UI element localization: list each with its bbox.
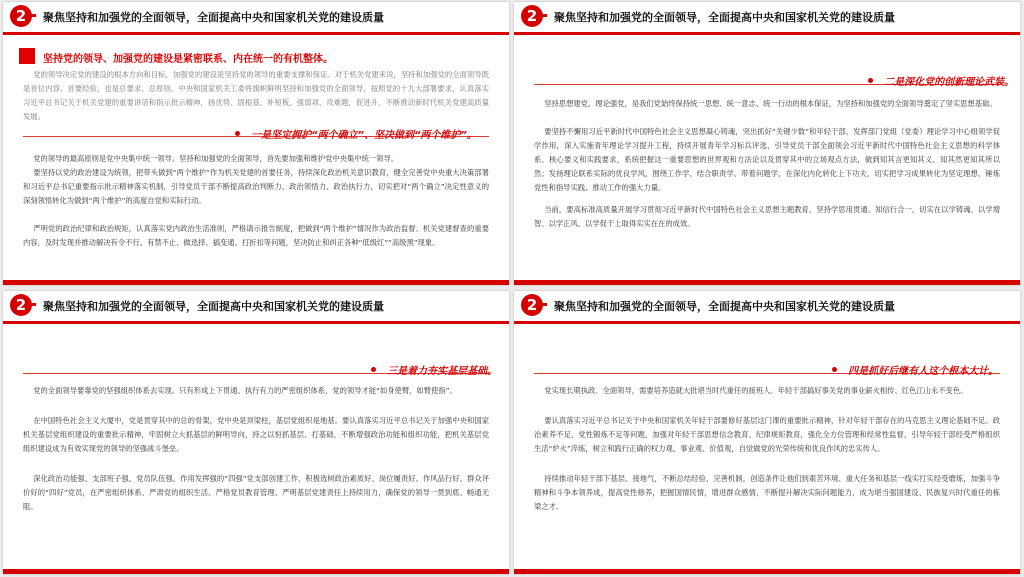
paragraph: 要坚持不懈用习近平新时代中国特色社会主义思想凝心铸魂，突出抓好“关键少数”和年轻干部、发挥部门党组（党委）理论学习中心组领学促学作用，深入实施青年理论学习提升工程，持续开展青年学习标兵评选，引导党员干部全面领会习近平新时代中国特色社会主义思想的科学体系、核心要义和实践要求，系统把握这一重要思想的世界观和方法论以及贯穿其中的立场观点方法，做到知其言更知其义、知其然更知其所以然；发扬理论联系实际的优良学风，围绕工作学、结合职责学、带着问题学，在深化内化转化上下功夫，切实把学习成果转化为坚定理想、锤炼党性和指导实践、推动工作的强大力量。 (534, 127, 1000, 192)
paragraph: 在中国特色社会主义大厦中，党是贯穿其中的总的骨架，党中央是顶梁柱，基层党组织是地基。要认真落实习近平总书记关于加强中央和国家机关基层党组织建设的重要批示精神，牢固树立大抓基层的鲜明导向，持之以恒抓基层、打基础，不断增强政治功能和组织功能，把机关基层党组织建设成为有效实现党的领导的坚强战斗堡垒。 (23, 416, 489, 453)
subheading: 二是深化党的创新理论武装。 (884, 77, 1015, 88)
slide-2[interactable] (514, 2, 1020, 285)
slide-title: 聚焦坚持和加强党的全面领导，全面提高中央和国家机关党的建设质量 (43, 11, 384, 24)
red-square-icon (19, 48, 35, 64)
badge-tail-decoration (539, 14, 547, 17)
paragraph: 持续推动年轻干部下基层、接地气，不断总结经验、完善机制，创造条件让他们到艰苦环境、重大任务和基层一线实打实经受磨炼，加强斗争精神和斗争本领养成，提高党性修养，把握国情民情，增进群众感情，不断提升解决实际问题能力，成为堪当强国建设、民族复兴时代重任的栋梁之才。 (534, 474, 1000, 511)
number-badge: 2 (10, 5, 32, 27)
subheading-row (371, 359, 497, 378)
badge-tail-decoration (539, 303, 547, 306)
paragraph: 深化政治功能强、支部班子强、党员队伍强、作用发挥强的“四强”党支部创建工作，积极选树政治素质好、岗位履责好、作风品行好、群众评价好的“四好”党员，在严密组织体系、严肃党的组织生活、严格党员教育管理、严明基层党建责任上持续用力，确保党的领导一贯到底、畅通无阻。 (23, 474, 489, 511)
section-heading: 坚持党的领导、加强党的建设是紧密联系、内在统一的有机整体。 (43, 54, 333, 65)
paragraph: 要认真落实习近平总书记关于中央和国家机关年轻干部要修好基层这门课的重要批示精神，针对年轻干部存在的马克思主义理论基础不足、政治素养不足、党性锻炼不足等问题，加强对年轻干部思想信念教育、纪律规矩教育，强化全方位管理和经常性监督，引导年轻干部经受严格组织生活“炉火”淬炼，树立和践行正确的权力观、事业观、价值观，自觉做党的光荣传统和优良作风的忠实传人。 (534, 416, 1000, 453)
subheading-row (868, 70, 1014, 89)
footer-bar (514, 569, 1020, 574)
slide-4[interactable] (514, 291, 1020, 574)
footer-bar (3, 280, 509, 285)
paragraph: 党实现长期执政、全面领导，需要培养造就大批堪当时代重任的接班人。年轻干部搞好事关党的事业薪火相传、红色江山永不变色。 (544, 386, 968, 395)
number-badge: 2 (10, 294, 32, 316)
badge-tail-decoration (28, 14, 36, 17)
subheading: 四是抓好后继有人这个根本大计。 (848, 366, 999, 377)
slide-header (3, 291, 509, 324)
paragraph: 当前，要高标准高质量开展学习贯彻习近平新时代中国特色社会主义思想主题教育，坚持学思用贯通、知信行合一，切实在以学铸魂、以学增智、以学正风、以学促干上取得实实在在的成效。 (534, 205, 1000, 228)
subheading: 三是着力夯实基层基础。 (387, 366, 498, 377)
number-badge: 2 (521, 294, 543, 316)
subheading-row (832, 359, 998, 378)
bullet-dot-icon (371, 367, 376, 372)
slide-header (514, 291, 1020, 324)
slide-1[interactable] (3, 2, 509, 285)
number-badge: 2 (521, 5, 543, 27)
paragraph: 严明党的政治纪律和政治规矩，认真落实党内政治生活准则，严格请示报告制度，把做到“两个维护”情况作为政治监督、机关党建督查的重要内容，及时发现并推动解决有令不行、有禁不止、做选择、搞变通、打折扣等问题，坚决防止和纠正各种“低级红”“高级黑”现象。 (23, 224, 489, 247)
subheading: 一是坚定拥护“两个确立”、坚决做到“两个维护”。 (251, 130, 477, 141)
subheading-row (235, 123, 477, 142)
footer-bar (514, 280, 1020, 285)
slide-header (3, 2, 509, 35)
intro-paragraph: 党的领导决定党的建设的根本方向和目标，加强党的建设是坚持党的领导的重要支撑和保证。对于机关党建来说，坚持和加强党的全面领导既是首位内容、首要经验，也是总要求、总原则。中央和国家机关工委将旗帜鲜明坚持和加强党的全面领导，按照党的十九大部署要求，认真落实习近平总书记关于机关党建的重要讲话和指示批示精神，扬优势、固根基、补短板、强弱项、攻难题，促进升、不断推动新时代机关党建高质量发展。 (23, 70, 489, 121)
slide-title: 聚焦坚持和加强党的全面领导，全面提高中央和国家机关党的建设质量 (554, 11, 895, 24)
slide-header (514, 2, 1020, 35)
slide-title: 聚焦坚持和加强党的全面领导，全面提高中央和国家机关党的建设质量 (43, 300, 384, 313)
bullet-dot-icon (832, 367, 837, 372)
slide-3[interactable] (3, 291, 509, 574)
paragraph: 党的领导的最高原则是党中央集中统一领导。坚持和加强党的全面领导，首先要加强和维护党中央集中统一领导。 (33, 154, 399, 163)
badge-tail-decoration (28, 303, 36, 306)
paragraph: 党的全面领导要靠党的坚强组织体系去实现。只有形成上下贯通、执行有力的严密组织体系，党的领导才能“如身使臂，如臂使指”。 (33, 386, 457, 395)
paragraph: 要坚持以党的政治建设为统领，把带头做到“两个维护”作为机关党建的首要任务，持续深化政治机关意识教育，健全完善党中央重大决策部署和习近平总书记重要指示批示精神落实机制，引导党员干部不断提高政治判断力、政治领悟力、政治执行力，切实把对“两个确立”决定性意义的深刻领悟转化为做到“两个维护”的高度自觉和实际行动。 (23, 168, 489, 205)
paragraph: 坚持思想建党、理论强党，是我们党始终保持统一思想、统一意志、统一行动的根本保证，为坚持和加强党的全面领导奠定了坚实思想基础。 (544, 99, 997, 108)
bullet-dot-icon (868, 78, 873, 83)
bullet-dot-icon (235, 131, 240, 136)
footer-bar (3, 569, 509, 574)
slide-title: 聚焦坚持和加强党的全面领导，全面提高中央和国家机关党的建设质量 (554, 300, 895, 313)
